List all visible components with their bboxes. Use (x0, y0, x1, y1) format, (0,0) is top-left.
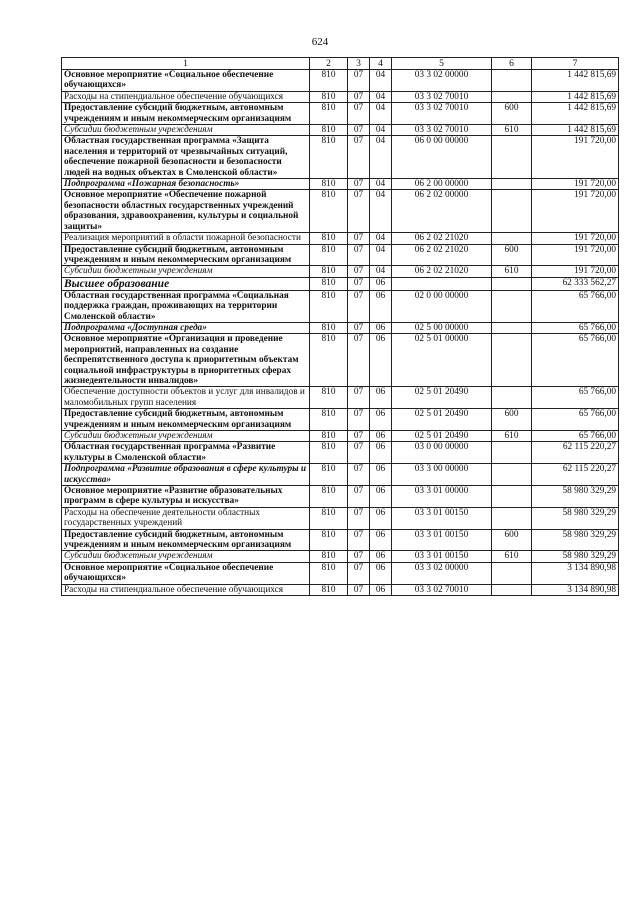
table-row (62, 322, 619, 333)
row-cell-c7: 191 720,00 (532, 136, 619, 179)
row-cell-c5: 02 5 00 00000 (392, 322, 492, 333)
row-cell-c4: 04 (370, 136, 392, 179)
row-cell-c5: 03 3 01 00150 (392, 529, 492, 551)
row-name-cell: Областная государственная программа «Развитие культуры в Смоленской области» (62, 442, 310, 464)
header-cell-3: 3 (348, 58, 370, 70)
row-cell-c5: 02 5 01 00000 (392, 334, 492, 387)
row-name-cell: Обеспечение доступности объектов и услуг для инвалидов и маломобильных групп населения (62, 387, 310, 409)
row-name-cell: Подпрограмма «Пожарная безопасность» (62, 179, 310, 190)
row-cell-c3: 07 (348, 431, 370, 442)
table-row (62, 486, 619, 508)
row-cell-c3: 07 (348, 442, 370, 464)
row-cell-c5: 06 0 00 00000 (392, 136, 492, 179)
row-cell-c3: 07 (348, 584, 370, 595)
table-row (62, 103, 619, 125)
row-cell-c6 (492, 507, 532, 529)
table-row (62, 277, 619, 290)
row-cell-c7: 62 115 220,27 (532, 464, 619, 486)
table-row (62, 387, 619, 409)
table-row (62, 136, 619, 179)
row-cell-c7: 58 980 329,29 (532, 551, 619, 562)
row-cell-c4: 06 (370, 507, 392, 529)
page-number: 624 (311, 36, 329, 48)
row-cell-c4: 04 (370, 70, 392, 92)
row-cell-c7: 191 720,00 (532, 190, 619, 233)
table-row (62, 125, 619, 136)
row-cell-c6: 600 (492, 244, 532, 266)
row-cell-c5: 06 2 02 00000 (392, 190, 492, 233)
header-cell-2: 2 (310, 58, 348, 70)
row-cell-c7: 1 442 815,69 (532, 91, 619, 102)
row-cell-c2: 810 (310, 233, 348, 244)
row-cell-c2: 810 (310, 103, 348, 125)
row-name-cell: Расходы на стипендиальное обеспечение обучающихся (62, 91, 310, 102)
row-cell-c4: 04 (370, 190, 392, 233)
row-cell-c5: 03 3 02 70010 (392, 91, 492, 102)
row-cell-c2: 810 (310, 277, 348, 290)
row-cell-c7: 65 766,00 (532, 431, 619, 442)
row-cell-c5: 03 3 02 70010 (392, 103, 492, 125)
row-name-cell: Расходы на обеспечение деятельности областных государственных учреждений (62, 507, 310, 529)
table-row (62, 244, 619, 266)
row-cell-c5: 06 2 02 21020 (392, 266, 492, 277)
row-cell-c2: 810 (310, 334, 348, 387)
row-cell-c4: 06 (370, 486, 392, 508)
header-cell-1: 1 (62, 58, 310, 70)
table-row (62, 551, 619, 562)
row-name-cell: Подпрограмма «Развитие образования в сфере культуры и искусства» (62, 464, 310, 486)
row-name-cell: Высшее образование (62, 277, 310, 290)
row-cell-c2: 810 (310, 136, 348, 179)
row-cell-c6 (492, 464, 532, 486)
row-cell-c4: 06 (370, 464, 392, 486)
row-cell-c6 (492, 322, 532, 333)
table-row (62, 179, 619, 190)
row-cell-c4: 04 (370, 125, 392, 136)
row-cell-c6 (492, 91, 532, 102)
row-cell-c3: 07 (348, 233, 370, 244)
row-cell-c4: 06 (370, 387, 392, 409)
row-cell-c5: 02 5 01 20490 (392, 431, 492, 442)
row-cell-c6: 610 (492, 551, 532, 562)
row-name-cell: Основное мероприятие «Организация и проведение мероприятий, направленных на создание беспрепятственного доступа к приоритетным объектам социальной инфраструктуры в приоритетных сферах жизнедеятельности инвалидов» (62, 334, 310, 387)
row-cell-c7: 3 134 890,98 (532, 584, 619, 595)
header-cell-5: 5 (392, 58, 492, 70)
row-cell-c4: 06 (370, 334, 392, 387)
row-cell-c7: 3 134 890,98 (532, 562, 619, 584)
table-row (62, 233, 619, 244)
row-cell-c2: 810 (310, 266, 348, 277)
row-cell-c2: 810 (310, 507, 348, 529)
row-cell-c7: 1 442 815,69 (532, 70, 619, 92)
row-cell-c4: 06 (370, 442, 392, 464)
row-cell-c2: 810 (310, 409, 348, 431)
row-cell-c2: 810 (310, 486, 348, 508)
row-cell-c6 (492, 136, 532, 179)
row-cell-c5: 03 3 01 00150 (392, 551, 492, 562)
row-cell-c5: 03 3 02 70010 (392, 125, 492, 136)
row-cell-c2: 810 (310, 387, 348, 409)
table-row (62, 529, 619, 551)
row-cell-c7: 1 442 815,69 (532, 103, 619, 125)
table-body (62, 70, 619, 596)
row-cell-c2: 810 (310, 244, 348, 266)
row-name-cell: Субсидии бюджетным учреждениям (62, 431, 310, 442)
row-cell-c7: 191 720,00 (532, 233, 619, 244)
table-row (62, 70, 619, 92)
row-cell-c4: 04 (370, 103, 392, 125)
row-cell-c5: 03 3 01 00150 (392, 507, 492, 529)
row-name-cell: Расходы на стипендиальное обеспечение обучающихся (62, 584, 310, 595)
row-cell-c4: 06 (370, 584, 392, 595)
row-cell-c3: 07 (348, 334, 370, 387)
table-row (62, 266, 619, 277)
header-cell-7: 7 (532, 58, 619, 70)
table-row (62, 442, 619, 464)
row-cell-c6: 610 (492, 266, 532, 277)
row-cell-c4: 04 (370, 244, 392, 266)
row-name-cell: Основное мероприятие «Социальное обеспечение обучающихся» (62, 562, 310, 584)
row-cell-c6 (492, 70, 532, 92)
row-cell-c4: 06 (370, 322, 392, 333)
row-cell-c5: 02 0 00 00000 (392, 290, 492, 322)
row-cell-c4: 04 (370, 233, 392, 244)
row-cell-c6 (492, 334, 532, 387)
row-cell-c2: 810 (310, 125, 348, 136)
row-cell-c3: 07 (348, 486, 370, 508)
row-name-cell: Предоставление субсидий бюджетным, автономным учреждениям и иным некоммерческим организациям (62, 409, 310, 431)
row-cell-c7: 65 766,00 (532, 290, 619, 322)
row-name-cell: Предоставление субсидий бюджетным, автономным учреждениям и иным некоммерческим организациям (62, 103, 310, 125)
row-cell-c4: 06 (370, 529, 392, 551)
table-row (62, 562, 619, 584)
table-row (62, 334, 619, 387)
table-row (62, 290, 619, 322)
row-cell-c2: 810 (310, 190, 348, 233)
row-cell-c6 (492, 290, 532, 322)
row-name-cell: Областная государственная программа «Социальная поддержка граждан, проживающих на территории Смоленской области» (62, 290, 310, 322)
row-cell-c3: 07 (348, 190, 370, 233)
row-cell-c5: 03 3 02 00000 (392, 70, 492, 92)
row-cell-c5: 03 3 02 00000 (392, 562, 492, 584)
row-cell-c3: 07 (348, 103, 370, 125)
row-cell-c7: 65 766,00 (532, 334, 619, 387)
row-cell-c2: 810 (310, 551, 348, 562)
row-cell-c7: 191 720,00 (532, 266, 619, 277)
row-cell-c2: 810 (310, 91, 348, 102)
row-cell-c4: 06 (370, 290, 392, 322)
row-name-cell: Предоставление субсидий бюджетным, автономным учреждениям и иным некоммерческим организациям (62, 244, 310, 266)
table-row (62, 431, 619, 442)
row-cell-c2: 810 (310, 179, 348, 190)
row-cell-c7: 58 980 329,29 (532, 529, 619, 551)
row-name-cell: Реализация мероприятий в области пожарной безопасности (62, 233, 310, 244)
row-cell-c4: 04 (370, 91, 392, 102)
row-cell-c5: 06 2 02 21020 (392, 244, 492, 266)
row-cell-c2: 810 (310, 442, 348, 464)
row-cell-c3: 07 (348, 91, 370, 102)
row-cell-c4: 06 (370, 409, 392, 431)
row-cell-c3: 07 (348, 179, 370, 190)
row-cell-c4: 06 (370, 431, 392, 442)
row-cell-c4: 04 (370, 179, 392, 190)
row-cell-c5: 02 5 01 20490 (392, 409, 492, 431)
row-cell-c3: 07 (348, 562, 370, 584)
row-cell-c6 (492, 442, 532, 464)
row-name-cell: Субсидии бюджетным учреждениям (62, 125, 310, 136)
row-cell-c6: 600 (492, 529, 532, 551)
row-cell-c3: 07 (348, 136, 370, 179)
row-name-cell: Основное мероприятие «Развитие образовательных программ в сфере культуры и искусства» (62, 486, 310, 508)
row-name-cell: Областная государственная программа «Защита населения и территорий от чрезвычайных ситуаций, обеспечение пожарной безопасности и безопасности людей на водных объектах в Смоленской области» (62, 136, 310, 179)
row-cell-c7: 191 720,00 (532, 244, 619, 266)
table-row (62, 584, 619, 595)
row-cell-c3: 07 (348, 387, 370, 409)
row-cell-c7: 65 766,00 (532, 387, 619, 409)
header-cell-4: 4 (370, 58, 392, 70)
row-cell-c5 (392, 277, 492, 290)
budget-table (61, 57, 619, 596)
row-cell-c6 (492, 387, 532, 409)
row-cell-c7: 62 115 220,27 (532, 442, 619, 464)
row-name-cell: Субсидии бюджетным учреждениям (62, 266, 310, 277)
row-cell-c6: 610 (492, 125, 532, 136)
row-cell-c4: 06 (370, 551, 392, 562)
row-cell-c5: 06 2 02 21020 (392, 233, 492, 244)
row-cell-c2: 810 (310, 322, 348, 333)
row-cell-c7: 65 766,00 (532, 322, 619, 333)
row-cell-c3: 07 (348, 464, 370, 486)
header-cell-6: 6 (492, 58, 532, 70)
row-cell-c5: 03 3 01 00000 (392, 486, 492, 508)
row-cell-c6 (492, 486, 532, 508)
row-cell-c3: 07 (348, 244, 370, 266)
row-cell-c7: 58 980 329,29 (532, 507, 619, 529)
table-row (62, 507, 619, 529)
row-cell-c3: 07 (348, 507, 370, 529)
row-cell-c7: 1 442 815,69 (532, 125, 619, 136)
row-cell-c3: 07 (348, 290, 370, 322)
row-cell-c2: 810 (310, 529, 348, 551)
row-cell-c5: 02 5 01 20490 (392, 387, 492, 409)
header-row (62, 58, 619, 70)
row-cell-c6: 600 (492, 103, 532, 125)
row-cell-c6 (492, 190, 532, 233)
row-cell-c6: 600 (492, 409, 532, 431)
table-row (62, 91, 619, 102)
row-name-cell: Основное мероприятие «Обеспечение пожарной безопасности областных государственных учреждений образования, здравоохранения, культуры и социальной защиты» (62, 190, 310, 233)
row-cell-c3: 07 (348, 551, 370, 562)
row-name-cell: Предоставление субсидий бюджетным, автономным учреждениям и иным некоммерческим организациям (62, 529, 310, 551)
row-cell-c3: 07 (348, 70, 370, 92)
row-cell-c2: 810 (310, 562, 348, 584)
row-cell-c7: 191 720,00 (532, 179, 619, 190)
row-cell-c4: 04 (370, 266, 392, 277)
table-row (62, 190, 619, 233)
row-cell-c6 (492, 277, 532, 290)
row-cell-c5: 03 3 00 00000 (392, 464, 492, 486)
row-cell-c6 (492, 233, 532, 244)
row-cell-c5: 03 0 00 00000 (392, 442, 492, 464)
row-cell-c6 (492, 179, 532, 190)
row-cell-c3: 07 (348, 266, 370, 277)
row-cell-c7: 62 333 562,27 (532, 277, 619, 290)
row-name-cell: Подпрограмма «Доступная среда» (62, 322, 310, 333)
row-cell-c3: 07 (348, 277, 370, 290)
table-row (62, 464, 619, 486)
row-name-cell: Субсидии бюджетным учреждениям (62, 551, 310, 562)
row-cell-c3: 07 (348, 409, 370, 431)
row-cell-c2: 810 (310, 70, 348, 92)
row-cell-c2: 810 (310, 464, 348, 486)
row-cell-c7: 58 980 329,29 (532, 486, 619, 508)
table-row (62, 409, 619, 431)
row-cell-c6 (492, 562, 532, 584)
row-cell-c6 (492, 584, 532, 595)
row-cell-c3: 07 (348, 529, 370, 551)
row-cell-c5: 03 3 02 70010 (392, 584, 492, 595)
row-cell-c3: 07 (348, 125, 370, 136)
row-cell-c6: 610 (492, 431, 532, 442)
row-cell-c2: 810 (310, 290, 348, 322)
row-cell-c7: 65 766,00 (532, 409, 619, 431)
row-cell-c5: 06 2 00 00000 (392, 179, 492, 190)
row-cell-c4: 06 (370, 277, 392, 290)
row-cell-c4: 06 (370, 562, 392, 584)
row-cell-c3: 07 (348, 322, 370, 333)
row-cell-c2: 810 (310, 584, 348, 595)
row-cell-c2: 810 (310, 431, 348, 442)
row-name-cell: Основное мероприятие «Социальное обеспечение обучающихся» (62, 70, 310, 92)
